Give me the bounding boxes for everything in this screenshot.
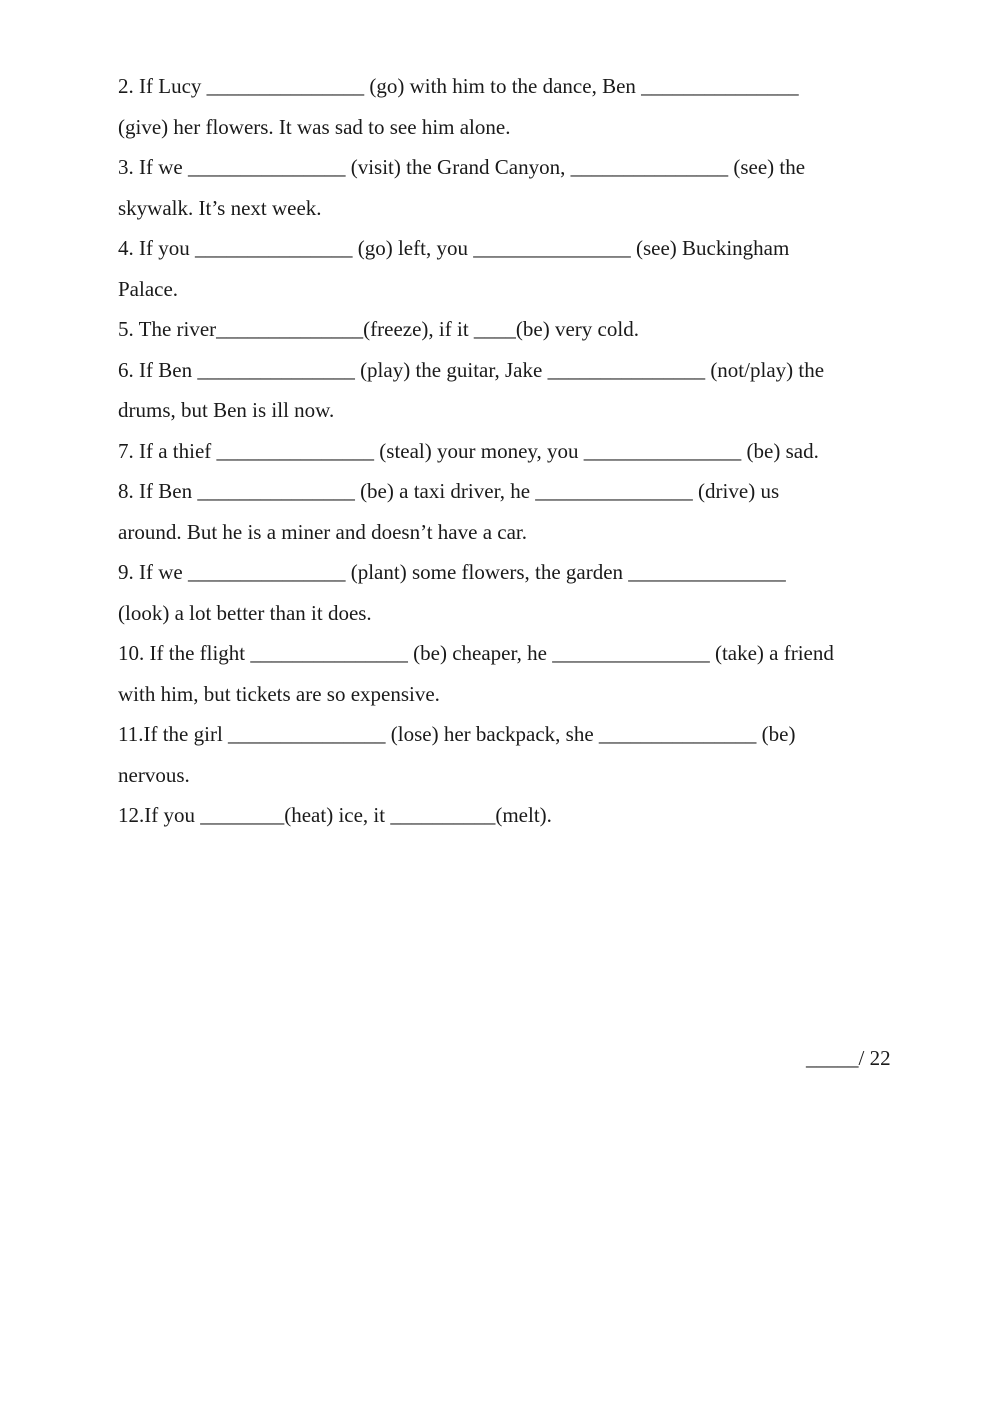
exercise-line: (give) her flowers. It was sad to see him alone. (118, 114, 511, 139)
exercise-line: with him, but tickets are so expensive. (118, 681, 440, 706)
exercise-line: 10. If the flight _______________ (be) cheaper, he _______________ (take) a friend (118, 641, 834, 665)
score-total: _____/ 22 (806, 1046, 891, 1070)
exercise-line: around. But he is a miner and doesn’t have a car. (118, 519, 527, 544)
exercise-line: 8. If Ben _______________ (be) a taxi driver, he _______________ (drive) us (118, 479, 780, 503)
exercise-line: 5. The river______________(freeze), if it ____(be) very cold. (118, 317, 639, 341)
exercise-list (118, 66, 928, 836)
exercise-line: 7. If a thief _______________ (steal) your money, you _______________ (be) sad. (118, 438, 819, 463)
exercise-line: (look) a lot better than it does. (118, 600, 372, 625)
exercise-line: 6. If Ben _______________ (play) the guitar, Jake _______________ (not/play) the (118, 357, 825, 382)
exercise-line: 9. If we _______________ (plant) some flowers, the garden _______________ (118, 560, 786, 584)
exercise-line: nervous. (118, 762, 190, 787)
exercise-line: Palace. (118, 276, 179, 301)
exercise-line: 4. If you _______________ (go) left, you _______________ (see) Buckingham (118, 236, 790, 260)
exercise-line: 2. If Lucy _______________ (go) with him to the dance, Ben _______________ (118, 74, 799, 98)
exercise-line: 3. If we _______________ (visit) the Grand Canyon, _______________ (see) the (118, 155, 806, 179)
exercise-line: skywalk. It’s next week. (118, 195, 322, 220)
exercise-line: 11.If the girl _______________ (lose) her backpack, she _______________ (be) (118, 722, 796, 746)
exercise-line: 12.If you ________(heat) ice, it __________(melt). (118, 803, 552, 827)
exercise-line: drums, but Ben is ill now. (118, 398, 335, 422)
